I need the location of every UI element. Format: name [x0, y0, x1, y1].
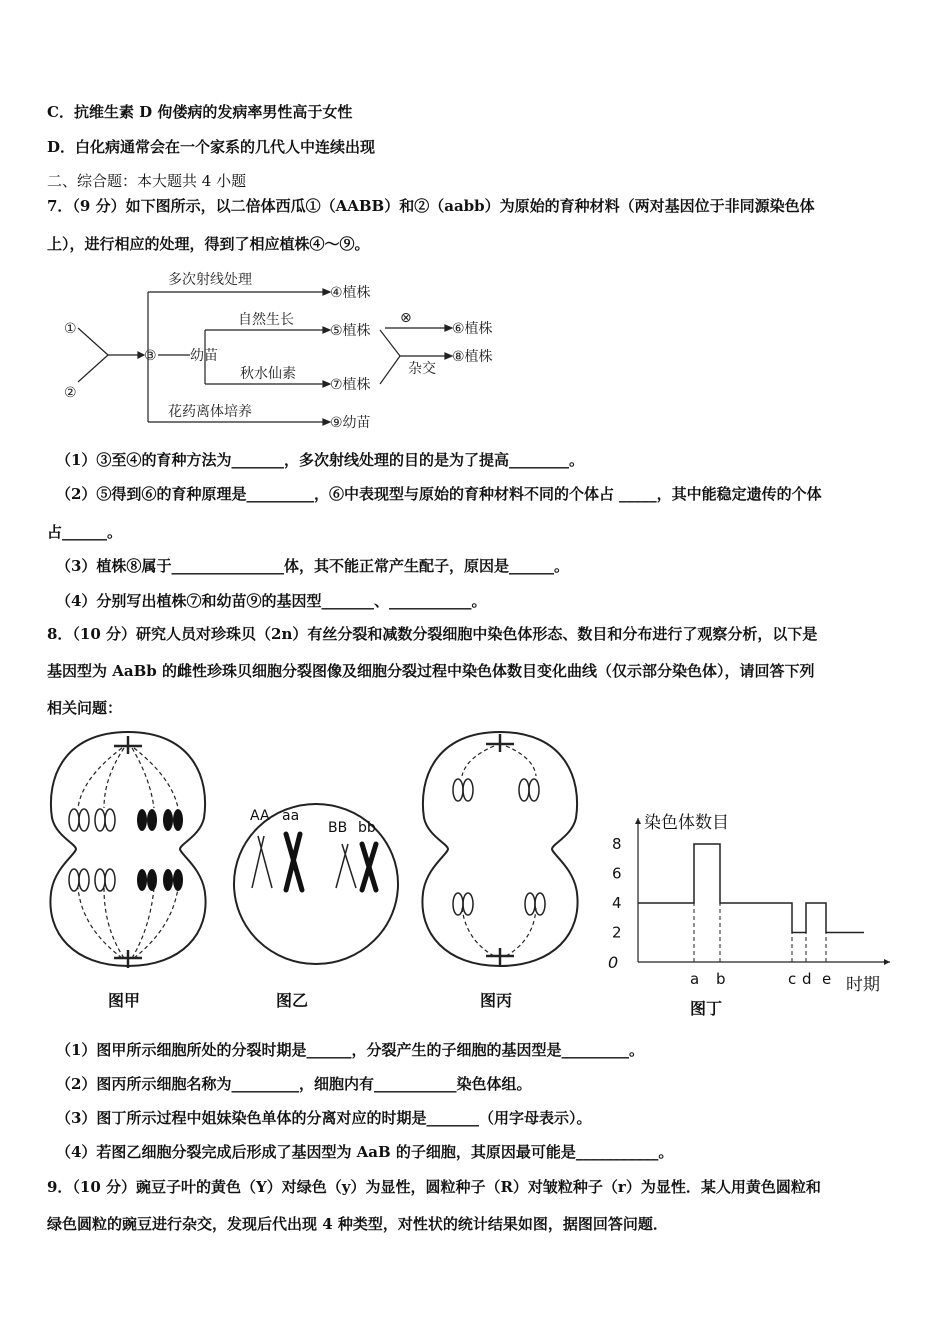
figure-jia-cell — [42, 728, 214, 970]
q8-part-2: （2）图丙所示细胞名称为_________，细胞内有___________染色体组。 — [56, 1075, 532, 1093]
x-axis-arrow — [884, 959, 890, 965]
q9-stem-2: 绿色圆粒的豌豆进行杂交，发现后代出现 4 种类型，对性状的统计结果如图，据图回答问题． — [47, 1215, 668, 1233]
plant-6: ⑥植株 — [452, 321, 493, 337]
natural-growth-label: 自然生长 — [238, 312, 294, 328]
q7-part-4: （4）分别写出植株⑦和幼苗⑨的基因型_______、___________。 — [56, 592, 487, 610]
q7-part-2-a: （2）⑤得到⑥的育种原理是_________，⑥中表现型与原始的育种材料不同的个体占 _____，其中能稳定遗传的个体 — [56, 485, 822, 503]
x-marker-c: c — [788, 970, 797, 988]
option-d: D．白化病通常会在一个家系的几代人中连续出现 — [47, 138, 376, 156]
q7-stem-1: 7．（9 分）如下图所示，以二倍体西瓜①（AABB）和②（aabb）为原始的育种材料（两对基因位于非同源染色体 — [47, 197, 815, 215]
plant-8: ⑧植株 — [452, 349, 493, 365]
figure-bing-cell — [414, 728, 586, 970]
q7-part-1: （1）③至④的育种方法为_______，多次射线处理的目的是为了提高________。 — [56, 451, 584, 469]
q7-part-3: （3）植株⑧属于_______________体，其不能正常产生配子，原因是______。 — [56, 557, 569, 575]
x-axis-label: 时期 — [846, 975, 880, 995]
breeding-diagram — [40, 262, 540, 437]
x-marker-b: b — [716, 970, 726, 988]
label-bb: bb — [358, 820, 376, 836]
plant-5: ⑤植株 — [330, 323, 371, 339]
x-marker-a: a — [690, 970, 700, 988]
y-axis-arrow — [635, 818, 641, 824]
caption-ding: 图丁 — [690, 999, 723, 1018]
node-1: ① — [64, 321, 77, 337]
node-2: ② — [64, 385, 77, 401]
q8-part-3: （3）图丁所示过程中姐妹染色单体的分离对应的时期是_______（用字母表示）。 — [56, 1109, 592, 1127]
y-tick-label: 6 — [612, 864, 622, 883]
q8-stem-2: 基因型为 AaBb 的雌性珍珠贝细胞分裂图像及细胞分裂过程中染色体数目变化曲线（仅示部分染色体），请回答下列 — [47, 662, 815, 680]
y-tick-label: 4 — [612, 894, 622, 912]
colchicine-label: 秋水仙素 — [240, 366, 296, 382]
q8-stem-3: 相关问题： — [47, 699, 123, 717]
q8-part-4: （4）若图乙细胞分裂完成后形成了基因型为 AaB 的子细胞，其原因最可能是___________。 — [56, 1143, 674, 1161]
section-heading: 二、综合题：本大题共 4 小题 — [47, 172, 247, 190]
label-aa: aa — [282, 808, 300, 824]
plant-4: ④植株 — [330, 285, 371, 301]
figure-yi-cell — [230, 800, 402, 970]
label-AA: AA — [250, 808, 270, 824]
caption-bing: 图丙 — [480, 991, 513, 1010]
y-tick-label: 8 — [612, 835, 622, 853]
plant-7: ⑦植株 — [330, 377, 371, 393]
q8-stem-1: 8．（10 分）研究人员对珍珠贝（2n）有丝分裂和减数分裂细胞中染色体形态、数目和分布进行了观察分析，以下是 — [47, 625, 818, 643]
y-tick-label: 2 — [612, 923, 622, 942]
anther-culture-label: 花药离体培养 — [168, 404, 252, 420]
seedling-label: 幼苗 — [190, 348, 218, 364]
node-3: ③ — [144, 348, 157, 364]
x-marker-d: d — [802, 970, 812, 988]
q8-part-1: （1）图甲所示细胞所处的分裂时期是______，分裂产生的子细胞的基因型是_________。 — [56, 1041, 644, 1059]
caption-jia: 图甲 — [108, 991, 141, 1010]
cross-label: 杂交 — [408, 361, 436, 377]
caption-yi: 图乙 — [276, 991, 309, 1010]
y-axis-label: 染色体数目 — [644, 813, 729, 833]
label-BB: BB — [328, 820, 348, 836]
q7-stem-2: 上），进行相应的处理，得到了相应植株④～⑨。 — [47, 235, 370, 253]
origin-label: 0 — [608, 953, 619, 972]
ray-label: 多次射线处理 — [168, 272, 252, 288]
x-marker-e: e — [822, 970, 832, 988]
q7-part-2-b: 占______。 — [47, 523, 123, 541]
seedling-9: ⑨幼苗 — [330, 415, 371, 431]
option-c: C．抗维生素 D 佝偻病的发病率男性高于女性 — [47, 103, 353, 121]
selfing-symbol: ⊗ — [400, 310, 412, 326]
series-line — [638, 844, 864, 933]
figure-ding-chart — [600, 804, 900, 1004]
q9-stem-1: 9．（10 分）豌豆子叶的黄色（Y）对绿色（y）为显性，圆粒种子（R）对皱粒种子（r）为显性．某人用黄色圆粒和 — [47, 1178, 821, 1196]
